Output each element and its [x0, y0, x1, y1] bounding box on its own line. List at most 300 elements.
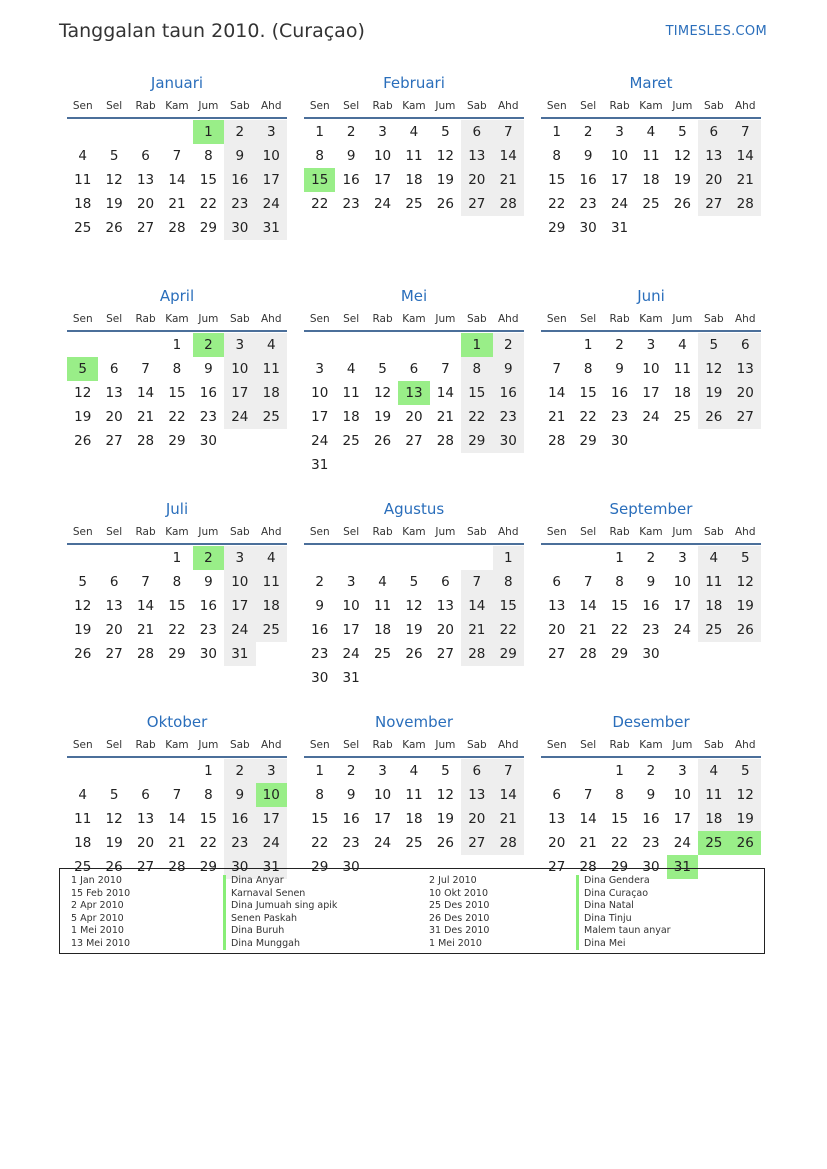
day-cell: 28: [493, 831, 524, 855]
weekday-label: Jum: [672, 313, 693, 325]
day-cell: 24: [256, 831, 287, 855]
day-cell: 30: [199, 646, 217, 662]
day-cell: 7: [441, 361, 450, 377]
day-cell: 22: [199, 196, 217, 212]
month-block: [67, 498, 287, 711]
day-cell: 6: [552, 787, 561, 803]
day-cell: 4: [646, 124, 656, 140]
legend-date: 1 Mei 2010: [71, 925, 124, 936]
day-cell: 8: [315, 787, 324, 803]
holiday-day-cell: 25: [698, 831, 729, 855]
day-cell: 7: [730, 120, 761, 144]
day-cell: 13: [548, 811, 566, 827]
legend-date: 1 Mei 2010: [429, 937, 482, 949]
weekday-label: Jum: [672, 100, 693, 112]
day-cell: 25: [698, 618, 729, 642]
day-cell: 20: [698, 168, 729, 192]
legend-holiday-name: Dina Munggah: [223, 938, 337, 951]
day-cell: 3: [378, 124, 387, 140]
day-cell: 6: [109, 361, 119, 377]
legend-holiday-name: Dina Tinju: [576, 913, 671, 926]
weekday-label: Sel: [343, 739, 360, 751]
empty-cell: [398, 333, 429, 357]
day-cell: 25: [373, 646, 392, 662]
day-cell: 20: [461, 168, 492, 192]
day-cell: 24: [373, 835, 392, 851]
month-row: [67, 498, 761, 711]
day-cell: 18: [74, 196, 92, 212]
empty-cell: [572, 546, 603, 570]
empty-cell: [430, 546, 461, 570]
holiday-day-cell: 1: [193, 120, 224, 144]
day-cell: 8: [552, 148, 561, 164]
day-cell: 1: [172, 550, 182, 566]
day-cell: 6: [461, 759, 492, 783]
day-cell: 10: [673, 574, 691, 590]
month-block: [67, 285, 287, 498]
month-title: September: [609, 500, 693, 518]
day-cell: 27: [136, 220, 155, 236]
empty-cell: [98, 120, 129, 144]
day-cell: 24: [673, 622, 691, 638]
weekday-header: [67, 95, 287, 119]
day-grid: [67, 119, 287, 240]
weekday-label: Ahd: [734, 739, 756, 751]
day-cell: 10: [342, 598, 360, 614]
legend-date: 13 Mei 2010: [71, 937, 130, 949]
day-cell: 14: [436, 385, 454, 401]
day-cell: 10: [224, 570, 255, 594]
page-title: Tanggalan taun 2010. (Curaçao): [59, 20, 365, 42]
day-cell: 14: [579, 811, 597, 827]
day-cell: 15: [199, 811, 217, 827]
month-block: [67, 72, 287, 285]
day-cell: 19: [373, 409, 392, 425]
empty-cell: [67, 759, 98, 783]
day-cell: 27: [548, 859, 566, 875]
day-cell: 8: [493, 570, 524, 594]
day-cell: 23: [579, 196, 597, 212]
legend-right-dates: [429, 875, 489, 950]
weekday-header: [304, 521, 524, 545]
day-cell: 7: [552, 361, 561, 377]
month-block: [541, 285, 761, 498]
day-cell: 3: [256, 120, 287, 144]
day-cell: 21: [136, 622, 155, 638]
day-cell: 21: [136, 409, 155, 425]
day-cell: 26: [698, 405, 729, 429]
day-cell: 6: [441, 574, 450, 590]
day-cell: 28: [136, 433, 155, 449]
weekday-label: Ahd: [497, 313, 519, 325]
day-cell: 30: [610, 433, 629, 449]
day-cell: 4: [678, 337, 687, 353]
day-cell: 23: [199, 409, 217, 425]
day-cell: 3: [315, 361, 324, 377]
day-cell: 28: [730, 192, 761, 216]
weekday-label: Ahd: [260, 739, 282, 751]
month-row: [67, 285, 761, 498]
day-cell: 18: [642, 172, 660, 188]
day-cell: 12: [105, 172, 123, 188]
legend-holiday-name: Dina Anyar: [223, 875, 337, 888]
day-cell: 20: [548, 835, 566, 851]
day-cell: 30: [199, 433, 217, 449]
day-cell: 18: [698, 807, 729, 831]
day-cell: 5: [78, 574, 87, 590]
day-cell: 10: [373, 148, 392, 164]
day-cell: 16: [199, 385, 217, 401]
day-cell: 2: [493, 333, 524, 357]
day-grid: [541, 332, 761, 453]
day-cell: 18: [342, 409, 360, 425]
day-cell: 19: [436, 811, 454, 827]
day-cell: 1: [315, 763, 324, 779]
legend-holiday-name: Karnaval Senen: [223, 888, 337, 901]
day-cell: 16: [224, 168, 255, 192]
day-cell: 2: [315, 574, 324, 590]
day-cell: 8: [172, 361, 182, 377]
day-cell: 3: [678, 550, 687, 566]
day-grid: [304, 545, 524, 690]
weekday-label: Sel: [106, 313, 123, 325]
day-cell: 7: [141, 574, 150, 590]
legend-date: 1 Jan 2010: [71, 875, 122, 886]
day-cell: 21: [579, 622, 597, 638]
day-cell: 5: [378, 361, 387, 377]
day-cell: 12: [436, 148, 454, 164]
day-cell: 13: [548, 598, 566, 614]
month-title: Juli: [165, 500, 189, 518]
day-cell: 29: [548, 220, 566, 236]
day-cell: 24: [342, 646, 360, 662]
weekday-label: Kam: [402, 313, 426, 325]
day-cell: 16: [224, 807, 255, 831]
weekday-label: Rab: [135, 526, 156, 538]
day-cell: 20: [405, 409, 423, 425]
holiday-day-cell: 13: [398, 381, 429, 405]
day-cell: 15: [461, 381, 492, 405]
day-cell: 6: [409, 361, 419, 377]
day-cell: 23: [642, 835, 660, 851]
day-cell: 11: [698, 570, 729, 594]
day-cell: 22: [199, 835, 217, 851]
legend-holiday-name: Dina Natal: [576, 900, 671, 913]
day-cell: 15: [168, 598, 186, 614]
day-grid: [304, 119, 524, 216]
calendar-grid: [67, 72, 761, 924]
day-cell: 26: [436, 196, 454, 212]
empty-cell: [461, 546, 492, 570]
day-cell: 29: [168, 433, 186, 449]
day-cell: 28: [461, 642, 492, 666]
empty-cell: [335, 546, 366, 570]
day-cell: 27: [698, 192, 729, 216]
day-cell: 14: [493, 144, 524, 168]
day-cell: 20: [136, 835, 155, 851]
weekday-label: Rab: [609, 739, 630, 751]
day-cell: 25: [405, 196, 423, 212]
day-cell: 21: [548, 409, 566, 425]
day-cell: 23: [493, 405, 524, 429]
weekday-label: Ahd: [734, 313, 756, 325]
weekday-label: Kam: [165, 100, 189, 112]
empty-cell: [304, 333, 335, 357]
day-cell: 2: [646, 550, 656, 566]
day-cell: 30: [342, 859, 360, 875]
day-cell: 29: [461, 429, 492, 453]
day-cell: 12: [74, 598, 92, 614]
day-grid: [541, 545, 761, 666]
empty-cell: [98, 759, 129, 783]
day-cell: 29: [493, 642, 524, 666]
day-cell: 4: [78, 148, 87, 164]
weekday-label: Jum: [198, 100, 219, 112]
legend-date: 2 Apr 2010: [71, 900, 124, 911]
legend-holiday-name: Malem taun anyar: [576, 925, 671, 938]
weekday-label: Kam: [402, 739, 426, 751]
day-cell: 16: [610, 385, 629, 401]
day-cell: 2: [646, 763, 656, 779]
day-cell: 5: [109, 787, 119, 803]
day-cell: 28: [168, 220, 186, 236]
weekday-label: Sab: [229, 526, 250, 538]
day-cell: 24: [256, 192, 287, 216]
day-cell: 5: [678, 124, 687, 140]
holiday-day-cell: 15: [304, 168, 335, 192]
weekday-label: Jum: [672, 526, 693, 538]
day-cell: 17: [673, 598, 691, 614]
day-cell: 9: [224, 783, 255, 807]
month-title: Maret: [629, 74, 673, 92]
day-cell: 13: [461, 783, 492, 807]
day-cell: 13: [105, 385, 123, 401]
weekday-label: Sen: [546, 739, 567, 751]
month-block: [304, 72, 524, 285]
day-cell: 29: [168, 646, 186, 662]
weekday-header: [541, 734, 761, 758]
day-cell: 27: [461, 192, 492, 216]
weekday-label: Sel: [580, 100, 597, 112]
brand-link[interactable]: TIMESLES.COM: [665, 24, 767, 39]
empty-cell: [541, 333, 572, 357]
day-cell: 5: [730, 546, 761, 570]
empty-cell: [161, 759, 192, 783]
day-cell: 29: [610, 859, 629, 875]
day-cell: 15: [579, 385, 597, 401]
day-cell: 14: [168, 811, 186, 827]
day-cell: 11: [405, 148, 423, 164]
empty-cell: [98, 333, 129, 357]
day-cell: 26: [730, 618, 761, 642]
day-cell: 25: [673, 409, 691, 425]
day-cell: 18: [405, 172, 423, 188]
weekday-label: Sel: [106, 100, 123, 112]
weekday-label: Rab: [135, 100, 156, 112]
empty-cell: [67, 546, 98, 570]
weekday-label: Kam: [165, 526, 189, 538]
holiday-day-cell: 31: [667, 855, 698, 879]
day-cell: 4: [378, 574, 387, 590]
empty-cell: [67, 120, 98, 144]
day-cell: 21: [436, 409, 454, 425]
weekday-label: Ahd: [734, 100, 756, 112]
day-cell: 18: [673, 385, 691, 401]
day-cell: 21: [493, 807, 524, 831]
holiday-day-cell: 10: [256, 783, 287, 807]
month-block: [541, 72, 761, 285]
day-cell: 31: [256, 855, 287, 879]
empty-cell: [130, 546, 161, 570]
day-cell: 26: [105, 859, 123, 875]
day-cell: 11: [256, 357, 287, 381]
day-grid: [67, 545, 287, 666]
day-cell: 1: [493, 546, 524, 570]
day-cell: 26: [105, 220, 123, 236]
month-title: Desember: [612, 713, 690, 731]
day-cell: 22: [168, 622, 186, 638]
weekday-label: Sel: [106, 526, 123, 538]
empty-cell: [130, 120, 161, 144]
day-cell: 11: [342, 385, 360, 401]
day-cell: 30: [493, 429, 524, 453]
legend-date: 25 Des 2010: [429, 900, 490, 911]
day-cell: 17: [610, 172, 629, 188]
holiday-legend: [59, 868, 765, 954]
day-cell: 24: [610, 196, 629, 212]
day-cell: 29: [311, 859, 329, 875]
day-cell: 25: [74, 220, 92, 236]
day-cell: 19: [730, 594, 761, 618]
weekday-label: Ahd: [260, 526, 282, 538]
weekday-label: Sab: [703, 313, 724, 325]
day-cell: 25: [642, 196, 660, 212]
day-cell: 31: [311, 457, 329, 473]
day-cell: 23: [224, 192, 255, 216]
day-cell: 10: [311, 385, 329, 401]
empty-cell: [367, 333, 398, 357]
day-cell: 13: [136, 172, 155, 188]
month-block: [304, 498, 524, 711]
legend-holiday-name: Dina Curaçao: [576, 888, 671, 901]
empty-cell: [367, 546, 398, 570]
day-cell: 23: [311, 646, 329, 662]
day-cell: 3: [646, 337, 656, 353]
day-cell: 13: [436, 598, 454, 614]
day-cell: 4: [698, 546, 729, 570]
day-cell: 28: [548, 433, 566, 449]
day-cell: 8: [615, 574, 624, 590]
weekday-label: Sab: [703, 739, 724, 751]
weekday-header: [67, 734, 287, 758]
weekday-header: [67, 521, 287, 545]
day-cell: 18: [74, 835, 92, 851]
day-cell: 17: [256, 807, 287, 831]
day-cell: 26: [74, 433, 92, 449]
day-cell: 22: [461, 405, 492, 429]
weekday-label: Ahd: [260, 100, 282, 112]
day-cell: 5: [109, 148, 119, 164]
weekday-label: Rab: [372, 739, 393, 751]
weekday-label: Jum: [198, 526, 219, 538]
day-cell: 26: [673, 196, 691, 212]
day-cell: 1: [552, 124, 561, 140]
day-cell: 4: [256, 546, 287, 570]
day-cell: 8: [204, 787, 213, 803]
holiday-day-cell: 2: [193, 546, 224, 570]
day-cell: 22: [548, 196, 566, 212]
day-grid: [304, 332, 524, 477]
holiday-day-cell: 26: [730, 831, 761, 855]
day-cell: 28: [136, 646, 155, 662]
day-cell: 8: [204, 148, 213, 164]
day-cell: 12: [405, 598, 423, 614]
month-title: November: [374, 713, 454, 731]
day-cell: 4: [409, 763, 419, 779]
empty-cell: [67, 333, 98, 357]
day-cell: 18: [373, 622, 392, 638]
day-cell: 29: [610, 646, 629, 662]
weekday-label: Sel: [343, 100, 360, 112]
weekday-label: Sab: [229, 739, 250, 751]
weekday-label: Sen: [546, 526, 567, 538]
holiday-day-cell: 2: [193, 333, 224, 357]
day-cell: 12: [436, 787, 454, 803]
day-cell: 6: [730, 333, 761, 357]
weekday-header: [304, 95, 524, 119]
legend-holiday-name: Dina Mei: [576, 938, 671, 951]
empty-cell: [161, 120, 192, 144]
legend-right-names: [576, 875, 671, 950]
day-cell: 24: [224, 405, 255, 429]
day-cell: 16: [342, 811, 360, 827]
weekday-label: Rab: [609, 313, 630, 325]
weekday-label: Sel: [106, 739, 123, 751]
day-cell: 7: [583, 574, 593, 590]
weekday-label: Kam: [402, 526, 426, 538]
legend-date: 15 Feb 2010: [71, 887, 131, 899]
weekday-label: Sen: [309, 739, 330, 751]
weekday-label: Sen: [546, 100, 567, 112]
legend-date: 31 Des 2010: [429, 925, 490, 936]
day-cell: 9: [224, 144, 255, 168]
weekday-label: Sen: [309, 313, 330, 325]
day-cell: 4: [346, 361, 356, 377]
weekday-label: Jum: [435, 739, 456, 751]
day-cell: 14: [730, 144, 761, 168]
day-cell: 11: [74, 172, 92, 188]
day-cell: 22: [493, 618, 524, 642]
day-cell: 19: [405, 622, 423, 638]
day-cell: 3: [346, 574, 356, 590]
day-cell: 27: [548, 646, 566, 662]
day-grid: [541, 119, 761, 240]
day-cell: 12: [373, 385, 392, 401]
weekday-label: Kam: [639, 526, 663, 538]
day-cell: 17: [224, 594, 255, 618]
day-cell: 10: [610, 148, 629, 164]
holiday-day-cell: 5: [67, 357, 98, 381]
month-title: Mei: [400, 287, 428, 305]
weekday-header: [541, 308, 761, 332]
weekday-label: Rab: [609, 526, 630, 538]
day-cell: 24: [373, 196, 392, 212]
month-row: [67, 72, 761, 285]
day-cell: 27: [105, 433, 123, 449]
day-cell: 10: [224, 357, 255, 381]
day-cell: 7: [493, 759, 524, 783]
weekday-header: [541, 95, 761, 119]
